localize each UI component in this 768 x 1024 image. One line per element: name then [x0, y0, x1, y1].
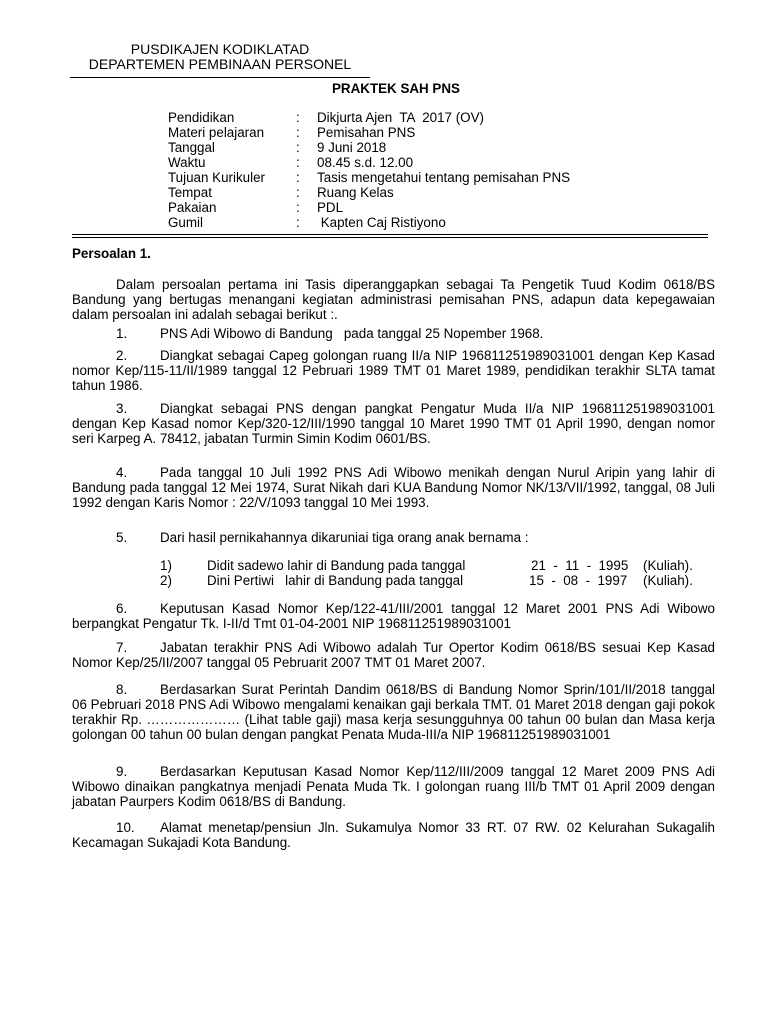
item-text: Berdasarkan Keputusan Kasad Nomor Kep/112/III/2009 tanggal 12 Maret 2009 PNS Adi Wibowo dinaikan pangkatnya menjadi Penata Muda Tk. I golongan ruang III/b TMT 01 April 2009 dengan jabatan Paurpers Kodim 0618/BS di Bandung. — [72, 764, 715, 809]
list-item-8 — [72, 682, 715, 742]
item-number: 5. — [116, 530, 128, 545]
info-row-gumil — [168, 215, 648, 230]
list-item-4 — [72, 465, 715, 510]
child-birthdate: 15 - 08 - 1997 — [529, 573, 628, 588]
info-row-pakaian — [168, 200, 648, 215]
info-label: Tempat — [168, 185, 212, 200]
child-text: Didit sadewo lahir di Bandung pada tanggal — [207, 558, 466, 573]
double-rule-top — [72, 234, 708, 235]
intro-text: Dalam persoalan pertama ini Tasis diperanggapkan sebagai Ta Pengetik Tuud Kodim 0618/BS Bandung yang bertugas menangani kegiatan administrasi pemisahan PNS, adapun data kepegawaian dalam persoalan ini adalah sebagai berikut :. — [72, 277, 715, 322]
item-number: 2. — [116, 348, 128, 363]
info-colon: : — [296, 140, 300, 155]
info-row-tujuan — [168, 170, 648, 185]
info-label: Pakaian — [168, 200, 217, 215]
list-item-9 — [72, 764, 715, 809]
header-underline — [70, 77, 370, 78]
info-label: Waktu — [168, 155, 206, 170]
info-colon: : — [296, 110, 300, 125]
info-label: Tanggal — [168, 140, 215, 155]
item-number: 10. — [116, 820, 135, 835]
item-number: 4. — [116, 465, 128, 480]
info-value: PDL — [317, 200, 344, 215]
item-text: Pada tanggal 10 Juli 1992 PNS Adi Wibowo menikah dengan Nurul Aripin yang lahir di Bandung pada tanggal 12 Mei 1974, Surat Nikah dari KUA Bandung Nomor NK/13/VII/1992, tanggal, 08 Juli 1992 dengan Karis Nomor : 22/V/1093 tanggal 10 Mei 1993. — [72, 465, 715, 510]
list-item-1 — [72, 326, 715, 341]
child-note: (Kuliah). — [643, 558, 693, 573]
section-title: Persoalan 1. — [72, 246, 151, 261]
info-row-tempat — [168, 185, 648, 200]
intro-paragraph — [72, 277, 715, 322]
info-value: Tasis mengetahui tentang pemisahan PNS — [317, 170, 571, 185]
org-name-line2: DEPARTEMEN PEMBINAAN PERSONEL — [88, 56, 352, 72]
item-number: 7. — [116, 640, 128, 655]
info-colon: : — [296, 125, 300, 140]
double-rule-bottom — [72, 237, 708, 238]
item-text: Alamat menetap/pensiun Jln. Sukamulya Nomor 33 RT. 07 RW. 02 Kelurahan Sukagalih Kecamagan Sukajadi Kota Bandung. — [72, 820, 715, 850]
list-item-6 — [72, 601, 715, 631]
child-note: (Kuliah). — [643, 573, 693, 588]
list-item-10 — [72, 820, 715, 850]
item-number: 9. — [116, 764, 128, 779]
list-item-5 — [72, 530, 715, 545]
list-item-7 — [72, 640, 715, 670]
info-label: Gumil — [168, 215, 203, 230]
list-item-2 — [72, 348, 715, 393]
info-value: Dikjurta Ajen TA 2017 (OV) — [317, 110, 484, 125]
info-value: 9 Juni 2018 — [317, 140, 387, 155]
info-row-waktu — [168, 155, 648, 170]
info-row-materi — [168, 125, 648, 140]
item-text: Jabatan terakhir PNS Adi Wibowo adalah Tur Opertor Kodim 0618/BS sesuai Kep Kasad Nomor Kep/25/II/2007 tanggal 05 Pebruarit 2007 TMT 01 Maret 2007. — [72, 640, 715, 670]
item-text: Keputusan Kasad Nomor Kep/122-41/III/2001 tanggal 12 Maret 2001 PNS Adi Wibowo berpangkat Pengatur Tk. I-II/d Tmt 01-04-2001 NIP 196811251989031001 — [72, 601, 715, 631]
info-label: Pendidikan — [168, 110, 235, 125]
item-text: PNS Adi Wibowo di Bandung pada tanggal 25 Nopember 1968. — [160, 326, 544, 341]
info-label: Materi pelajaran — [168, 125, 265, 140]
info-value: 08.45 s.d. 12.00 — [317, 155, 414, 170]
info-colon: : — [296, 155, 300, 170]
info-value: Ruang Kelas — [317, 185, 394, 200]
child-text: Dini Pertiwi lahir di Bandung pada tanggal — [207, 573, 464, 588]
item-number: 1. — [116, 326, 128, 341]
info-value: Kapten Caj Ristiyono — [317, 215, 446, 230]
item-number: 6. — [116, 601, 128, 616]
item-number: 8. — [116, 682, 128, 697]
item-text: Diangkat sebagai Capeg golongan ruang II/a NIP 196811251989031001 dengan Kep Kasad nomor Kep/115-11/II/1989 tanggal 12 Pebruari 1989 TMT 01 Maret 1989, pendidikan terakhir SLTA tamat tahun 1986. — [72, 348, 715, 393]
child-number: 1) — [160, 558, 172, 573]
item-text: Berdasarkan Surat Perintah Dandim 0618/BS di Bandung Nomor Sprin/101/II/2018 tanggal 06 Pebruari 2018 PNS Adi Wibowo mengalami kenaikan gaji berkala TMT. 01 Maret 2018 dengan gaji pokok terakhir Rp. ………………… (Lihat table gaji) masa kerja sesungguhnya 00 tahun 00 bulan dan Masa kerja golongan 00 tahun 00 bulan dengan pangkat Penata Muda-III/a NIP 196811251989031001 — [72, 682, 715, 742]
info-row-tanggal — [168, 140, 648, 155]
info-colon: : — [296, 170, 300, 185]
info-colon: : — [296, 200, 300, 215]
org-name-line1: PUSDIKAJEN KODIKLATAD — [130, 41, 310, 57]
info-colon: : — [296, 185, 300, 200]
info-block — [168, 110, 648, 230]
item-number: 3. — [116, 401, 128, 416]
child-number: 2) — [160, 573, 172, 588]
info-colon: : — [296, 215, 300, 230]
child-birthdate: 21 - 11 - 1995 — [531, 558, 629, 573]
list-item-3 — [72, 401, 715, 446]
item-text: Dari hasil pernikahannya dikaruniai tiga orang anak bernama : — [160, 530, 529, 545]
document-title: PRAKTEK SAH PNS — [332, 81, 460, 96]
info-label: Tujuan Kurikuler — [168, 170, 266, 185]
info-value: Pemisahan PNS — [317, 125, 416, 140]
info-row-pendidikan — [168, 110, 648, 125]
item-text: Diangkat sebagai PNS dengan pangkat Pengatur Muda II/a NIP 196811251989031001 dengan Kep Kasad nomor Kep/320-12/III/1990 tanggal 10 Maret 1990 TMT 01 April 1990, dengan nomor seri Karpeg A. 78412, jabatan Turmin Simin Kodim 0601/BS. — [72, 401, 715, 446]
